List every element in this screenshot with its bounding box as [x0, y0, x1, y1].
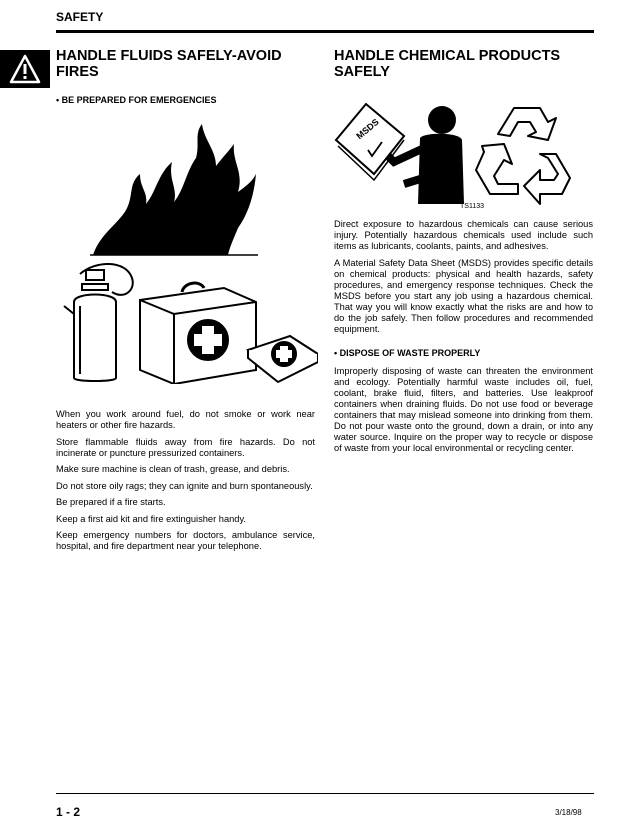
left-bullet-heading: • BE PREPARED FOR EMERGENCIES — [56, 95, 217, 105]
figure-caption: TS1133 — [460, 203, 484, 210]
msds-sheet-icon — [336, 104, 404, 180]
left-paragraph: Make sure machine is clean of trash, grease, and debris. — [56, 464, 290, 474]
left-paragraph: Keep a first aid kit and fire extinguisher handy. — [56, 513, 247, 524]
left-column — [56, 48, 316, 105]
left-paragraph: Do not store oily rags; they can ignite and burn spontaneously. — [56, 480, 313, 491]
msds-recycle-illustration — [334, 98, 596, 210]
msds-label: MSDS — [354, 116, 381, 142]
left-title-line1: HANDLE FLUIDS SAFELY-AVOID — [56, 48, 282, 64]
first-aid-kit-icon — [248, 336, 318, 382]
warning-triangle-icon — [9, 54, 41, 84]
right-column — [334, 48, 594, 80]
page-number: 1 - 2 — [56, 805, 81, 819]
footer-rule — [56, 793, 594, 794]
right-bullet-heading: • DISPOSE OF WASTE PROPERLY — [334, 348, 481, 358]
right-paragraph: A Material Safety Data Sheet (MSDS) provides specific details on chemical products: physical and health hazards, safety procedures, and emergency response techniques. Check the MSDS before you start any job using a hazardous chemical. That way you will know exactly what the risks are and how to do the job safely. Then follow procedures and recommended equipment. — [334, 257, 593, 334]
left-paragraph: Be prepared if a fire starts. — [56, 497, 166, 507]
left-title — [56, 48, 316, 80]
left-paragraph: Store flammable fluids away from fire hazards. Do not incinerate or puncture pressurized containers. — [56, 436, 315, 458]
fire-extinguisher-icon — [64, 264, 133, 381]
fire-illustration — [88, 122, 260, 257]
recycle-icon — [476, 108, 570, 204]
warning-tab — [0, 50, 50, 88]
right-body — [334, 219, 593, 460]
left-paragraph: When you work around fuel, do not smoke or work near heaters or other fire hazards. — [56, 409, 315, 430]
revision-date: 3/18/98 — [555, 808, 582, 817]
left-title-line2: FIRES — [56, 64, 99, 80]
right-title-line2: SAFELY — [334, 64, 390, 80]
left-paragraph: Keep emergency numbers for doctors, ambulance service, hospital, and fire department near your telephone. — [56, 530, 315, 551]
person-reading-msds-icon — [388, 106, 464, 204]
waste-paragraph: Improperly disposing of waste can threaten the environment and ecology. Potentially harmful waste includes oil, fuel, coolant, brake fluid, filters, and batteries. Use leakproof containers when draining fluids. Do not use food or beverage containers that may mislead someone into drinking from them. Do not pour waste onto the ground, down a drain, or into any water source. Inquire on the proper way to recycle or dispose of waste from your local environmental or recycling center. — [334, 366, 593, 453]
right-title — [334, 48, 594, 80]
first-aid-case-icon — [140, 283, 256, 384]
right-title-line1: HANDLE CHEMICAL PRODUCTS — [334, 48, 561, 64]
header-rule — [56, 30, 594, 33]
right-paragraph: Direct exposure to hazardous chemicals can cause serious injury. Potentially hazardous chemicals used include such items as lubricants, coolants, paints, and adhesives. — [334, 219, 593, 251]
left-body — [56, 409, 315, 558]
section-header: SAFETY — [56, 10, 104, 24]
emergency-equipment-illustration — [56, 262, 318, 384]
